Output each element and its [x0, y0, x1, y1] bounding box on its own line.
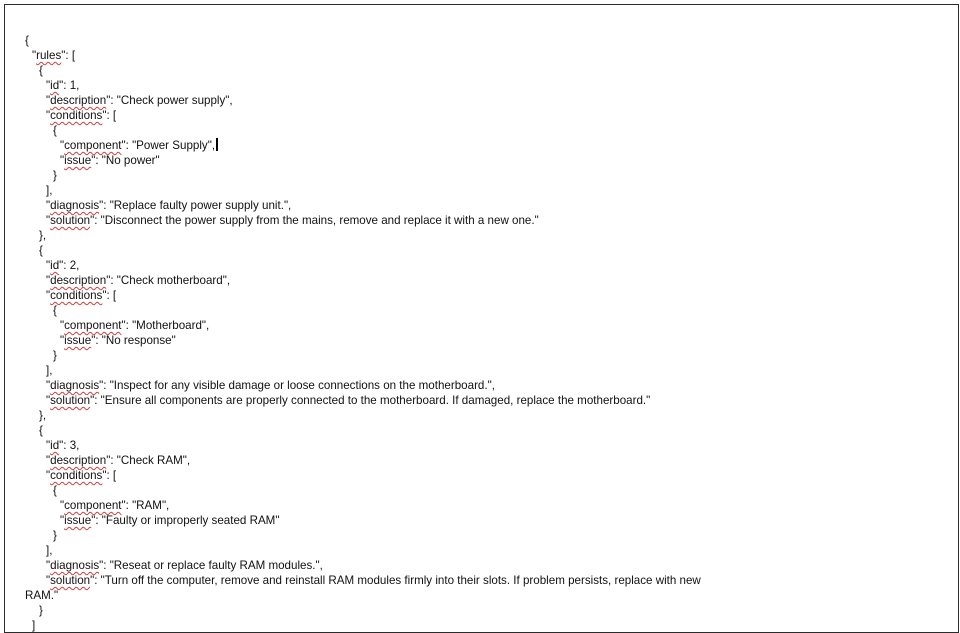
line-text: ],	[46, 184, 53, 197]
line-text: ],	[46, 544, 53, 557]
json-key: description	[50, 94, 107, 107]
json-key: component	[64, 499, 122, 512]
document-line	[25, 408, 925, 423]
json-key: issue	[64, 154, 92, 167]
line-text: : "Ensure all components are properly connected to the motherboard. If damaged, replace the motherboard."	[94, 394, 651, 407]
line-text: },	[39, 409, 47, 422]
line-text: },	[39, 229, 47, 242]
line-text: : "RAM",	[125, 499, 170, 512]
json-key: description	[50, 274, 107, 287]
line-text: : [	[65, 49, 76, 62]
json-key: diagnosis	[50, 559, 100, 572]
document-line: "issue": "No response"	[60, 334, 176, 347]
document-line	[25, 63, 925, 78]
document-line: "rules": [	[32, 49, 76, 62]
json-key: id	[50, 439, 60, 452]
document-line	[25, 123, 925, 138]
document-line: "issue": "No power"	[60, 154, 160, 167]
line-text: }	[39, 604, 43, 617]
document-line: "component": "Motherboard",	[60, 319, 210, 332]
line-text: }	[53, 529, 57, 542]
json-key: issue	[64, 334, 92, 347]
json-key: solution	[50, 394, 91, 407]
document-line: "id": 2,	[46, 259, 80, 272]
line-text: }	[53, 169, 57, 182]
line-text: {	[39, 244, 43, 257]
document-line	[25, 183, 925, 198]
line-text: {	[53, 484, 57, 497]
line-text: }	[53, 349, 57, 362]
line-text: : "No power"	[95, 154, 160, 167]
line-text: : "Power Supply",	[125, 139, 216, 152]
line-text: : "Check power supply",	[110, 94, 233, 107]
document-line	[25, 33, 925, 48]
json-key: conditions	[50, 469, 103, 482]
document-line	[25, 543, 925, 558]
document-line: "conditions": [	[46, 289, 117, 302]
line-text: : [	[106, 469, 117, 482]
document-line	[25, 228, 925, 243]
json-key: solution	[50, 574, 91, 587]
line-text: : 3,	[63, 439, 80, 452]
json-key: rules	[36, 49, 62, 62]
line-text: : "Check motherboard",	[110, 274, 231, 287]
line-text: : "Disconnect the power supply from the mains, remove and replace it with a new one."	[94, 214, 539, 227]
document-line: "description": "Check power supply",	[46, 94, 233, 107]
json-key: diagnosis	[50, 379, 100, 392]
document-line	[25, 348, 925, 363]
line-text: {	[53, 304, 57, 317]
json-key: solution	[50, 214, 91, 227]
line-text: {	[25, 34, 29, 47]
document-line	[25, 423, 925, 438]
document-line: "solution": "Disconnect the power supply from the mains, remove and replace it with a new one."	[46, 214, 539, 227]
line-text: : [	[106, 289, 117, 302]
line-text: ],	[46, 364, 53, 377]
document-line: "description": "Check RAM",	[46, 454, 191, 467]
document-line: "id": 1,	[46, 79, 80, 92]
line-text: : "Faulty or improperly seated RAM"	[95, 514, 280, 527]
json-key: description	[50, 454, 107, 467]
document-line: "conditions": [	[46, 469, 117, 482]
document-line: "component": "Power Supply",	[25, 138, 925, 153]
line-text: : 1,	[63, 79, 80, 92]
document-line: "conditions": [	[46, 109, 117, 122]
document-line	[25, 363, 925, 378]
document-frame	[4, 4, 959, 633]
line-text: : [	[106, 109, 117, 122]
document-line: "component": "RAM",	[60, 499, 170, 512]
json-key: component	[64, 319, 122, 332]
document-line: "issue": "Faulty or improperly seated RAM"	[60, 514, 280, 527]
json-key: conditions	[50, 109, 103, 122]
json-key: id	[50, 259, 60, 272]
line-text: : "Check RAM",	[110, 454, 191, 467]
document-line: "solution": "Ensure all components are properly connected to the motherboard. If damaged, replace the motherboard."	[46, 394, 651, 407]
json-key: id	[50, 79, 60, 92]
document-line: "diagnosis": "Reseat or replace faulty RAM modules.",	[46, 559, 323, 572]
line-text: {	[39, 64, 43, 77]
line-text: : "Reseat or replace faulty RAM modules.",	[103, 559, 323, 572]
json-key: issue	[64, 514, 92, 527]
line-text: : "Inspect for any visible damage or loose connections on the motherboard.",	[103, 379, 495, 392]
line-text: : "Turn off the computer, remove and reinstall RAM modules firmly into their slots. If problem persists, replace with new	[94, 574, 701, 587]
json-key: diagnosis	[50, 199, 100, 212]
json-document-text[interactable]	[25, 33, 925, 633]
document-line: "solution": "Turn off the computer, remove and reinstall RAM modules firmly into their slots. If problem persists, replace with new	[46, 574, 701, 587]
document-line	[25, 528, 925, 543]
json-key: conditions	[50, 289, 103, 302]
line-text: : "Motherboard",	[125, 319, 210, 332]
line-text: ]	[32, 619, 36, 632]
document-line: "diagnosis": "Replace faulty power supply unit.",	[46, 199, 292, 212]
document-line: "id": 3,	[46, 439, 80, 452]
line-text: {	[53, 124, 57, 137]
line-text: RAM."	[25, 589, 59, 602]
text-cursor	[216, 138, 218, 151]
document-line	[25, 483, 925, 498]
line-text: : "Replace faulty power supply unit.",	[103, 199, 292, 212]
document-line	[25, 588, 925, 603]
document-line	[25, 303, 925, 318]
line-text: : "No response"	[95, 334, 176, 347]
document-line	[25, 603, 925, 618]
document-line: "description": "Check motherboard",	[46, 274, 231, 287]
json-key: component	[64, 139, 122, 152]
line-text: {	[39, 424, 43, 437]
document-line: "diagnosis": "Inspect for any visible damage or loose connections on the motherboard.",	[46, 379, 495, 392]
line-text: : 2,	[63, 259, 80, 272]
document-line	[25, 243, 925, 258]
document-line	[25, 168, 925, 183]
